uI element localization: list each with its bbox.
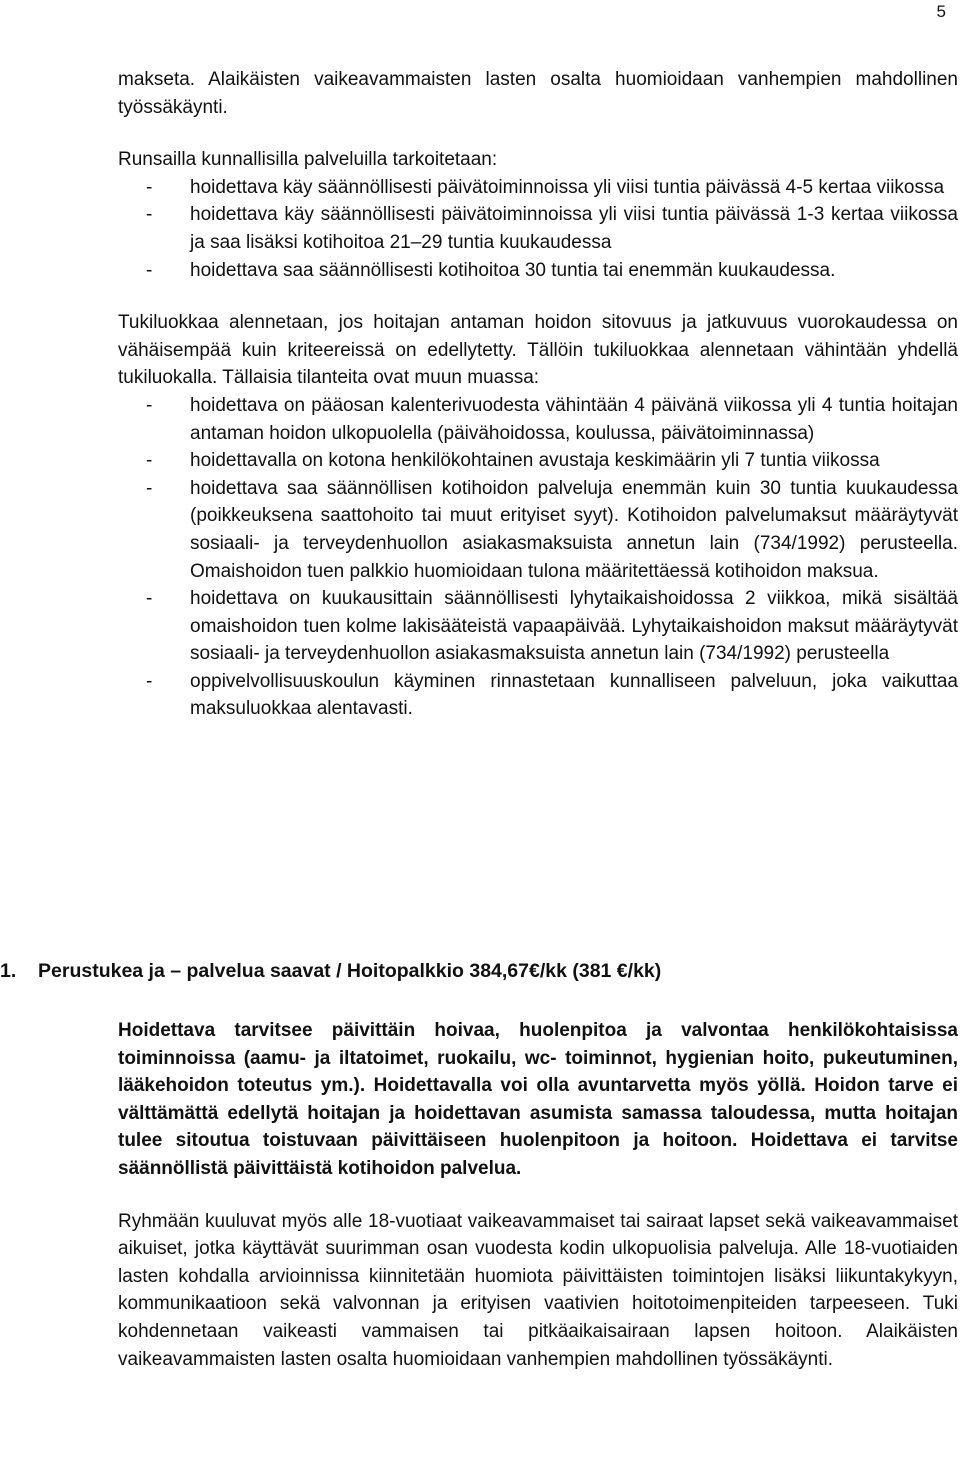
list-item: - hoidettavalla on kotona henkilökohtainen avustaja keskimäärin yli 7 tuntia viikossa xyxy=(118,447,958,475)
group-paragraph: Ryhmään kuuluvat myös alle 18-vuotiaat vaikeavammaiset tai sairaat lapset sekä vaikeavammaiset aikuiset, jotka käyttävät suurimman osan vuodesta kodin ulkopuolisia palveluja. Alle 18-vuotiaiden lasten kohdalla arvioinnissa kiinnitetään huomiota päivittäisten toimintojen lisäksi liikuntakykyyn, kommunikaatioon sekä valvonnan ja erityisen vaativien hoitotoimenpiteiden tarpeeseen. Tuki kohdennetaan vaikeasti vammaisen tai pitkäaikaisairaan lapsen hoitoon. Alaikäisten vaikeavammaisten lasten osalta huomioidaan vanhempien mahdollinen työssäkäynti. xyxy=(118,1210,958,1370)
list-item: - hoidettava käy säännöllisesti päivätoiminnoissa yli viisi tuntia päivässä 1-3 kertaa viikossa ja saa lisäksi kotihoitoa 21–29 tuntia kuukaudessa xyxy=(118,201,958,256)
document-body xyxy=(118,66,958,723)
section-number: 1. xyxy=(0,960,17,982)
criteria-paragraph: Hoidettava tarvitsee päivittäin hoivaa, huolenpitoa ja valvontaa henkilökohtaisissa toiminnoissa (aamu- ja iltatoimet, ruokailu, wc- toiminnot, hygienian hoito, pukeutuminen, lääkehoidon toteutus ym.). Hoidettavalla voi olla avuntarvetta myös yöllä. Hoidon tarve ei välttämättä edellytä hoitajan ja hoidettavan asumista samassa taloudessa, mutta hoitajan tulee sitoutua toistuvaan päivittäiseen huolenpitoon ja hoitoon. Hoidettava ei tarvitse säännöllistä päivittäistä kotihoidon palvelua. xyxy=(118,1020,958,1179)
list-dash: - xyxy=(146,259,153,281)
intro-continuation: makseta. Alaikäisten vaikeavammaisten lasten osalta huomioidaan vanhempien mahdollinen työssäkäynti. xyxy=(118,69,958,118)
list-item: - hoidettava käy säännöllisesti päivätoiminnoissa yli viisi tuntia päivässä 4-5 kertaa viikossa xyxy=(118,174,958,202)
list-item: - hoidettava saa säännöllisen kotihoidon palveluja enemmän kuin 30 tuntia kuukaudessa (poikkeuksena saattohoito tai muut erityiset syyt). Kotihoidon palvelumaksut määräytyvät sosiaali- ja terveydenhuollon asiakasmaksuista annetun lain (734/1992) perusteella. Omaishoidon tuen palkkio huomioidaan tulona määritettäessä kotihoidon maksua. xyxy=(118,475,958,585)
list-dash: - xyxy=(146,204,153,226)
list-item: - hoidettava on pääosan kalenterivuodesta vähintään 4 päivänä viikossa yli 4 tuntia hoitajan antaman hoidon ulkopuolella (päivähoidossa, koulussa, päivätoiminnassa) xyxy=(118,392,958,447)
alennus-paragraph: Tukiluokkaa alennetaan, jos hoitajan antaman hoidon sitovuus ja jatkuvuus vuorokaudessa on vähäisempää kuin kriteereissä on edellytetty. Tällöin tukiluokkaa alennetaan vähintään yhdellä tukiluokalla. Tällaisia tilanteita ovat muun muassa: xyxy=(118,312,958,389)
runsaat-lead: Runsailla kunnallisilla palveluilla tarkoitetaan: xyxy=(118,149,498,171)
list-item: - hoidettava on kuukausittain säännöllisesti lyhytaikaishoidossa 2 viikkoa, mikä sisältää omaishoidon tuen kolme lakisääteistä vapaapäivää. Lyhytaikaishoidon maksut määräytyvät sosiaali- ja terveydenhuollon asiakasmaksuista annetun lain (734/1992) perusteella xyxy=(118,585,958,668)
section-body xyxy=(118,1017,958,1373)
section-title: Perustukea ja – palvelua saavat / Hoitopalkkio 384,67€/kk (381 €/kk) xyxy=(38,960,662,982)
runsaat-list xyxy=(118,174,958,284)
list-dash: - xyxy=(146,670,153,692)
list-item: - oppivelvollisuuskoulun käyminen rinnastetaan kunnalliseen palveluun, joka vaikuttaa maksuluokkaa alentavasti. xyxy=(118,668,958,723)
list-dash: - xyxy=(146,588,153,610)
list-item: - hoidettava saa säännöllisesti kotihoitoa 30 tuntia tai enemmän kuukaudessa. xyxy=(118,257,958,285)
list-dash: - xyxy=(146,477,153,499)
alennus-list xyxy=(118,392,958,723)
list-dash: - xyxy=(146,450,153,472)
list-dash: - xyxy=(146,176,153,198)
page-number: 5 xyxy=(936,2,946,21)
list-dash: - xyxy=(146,394,153,416)
